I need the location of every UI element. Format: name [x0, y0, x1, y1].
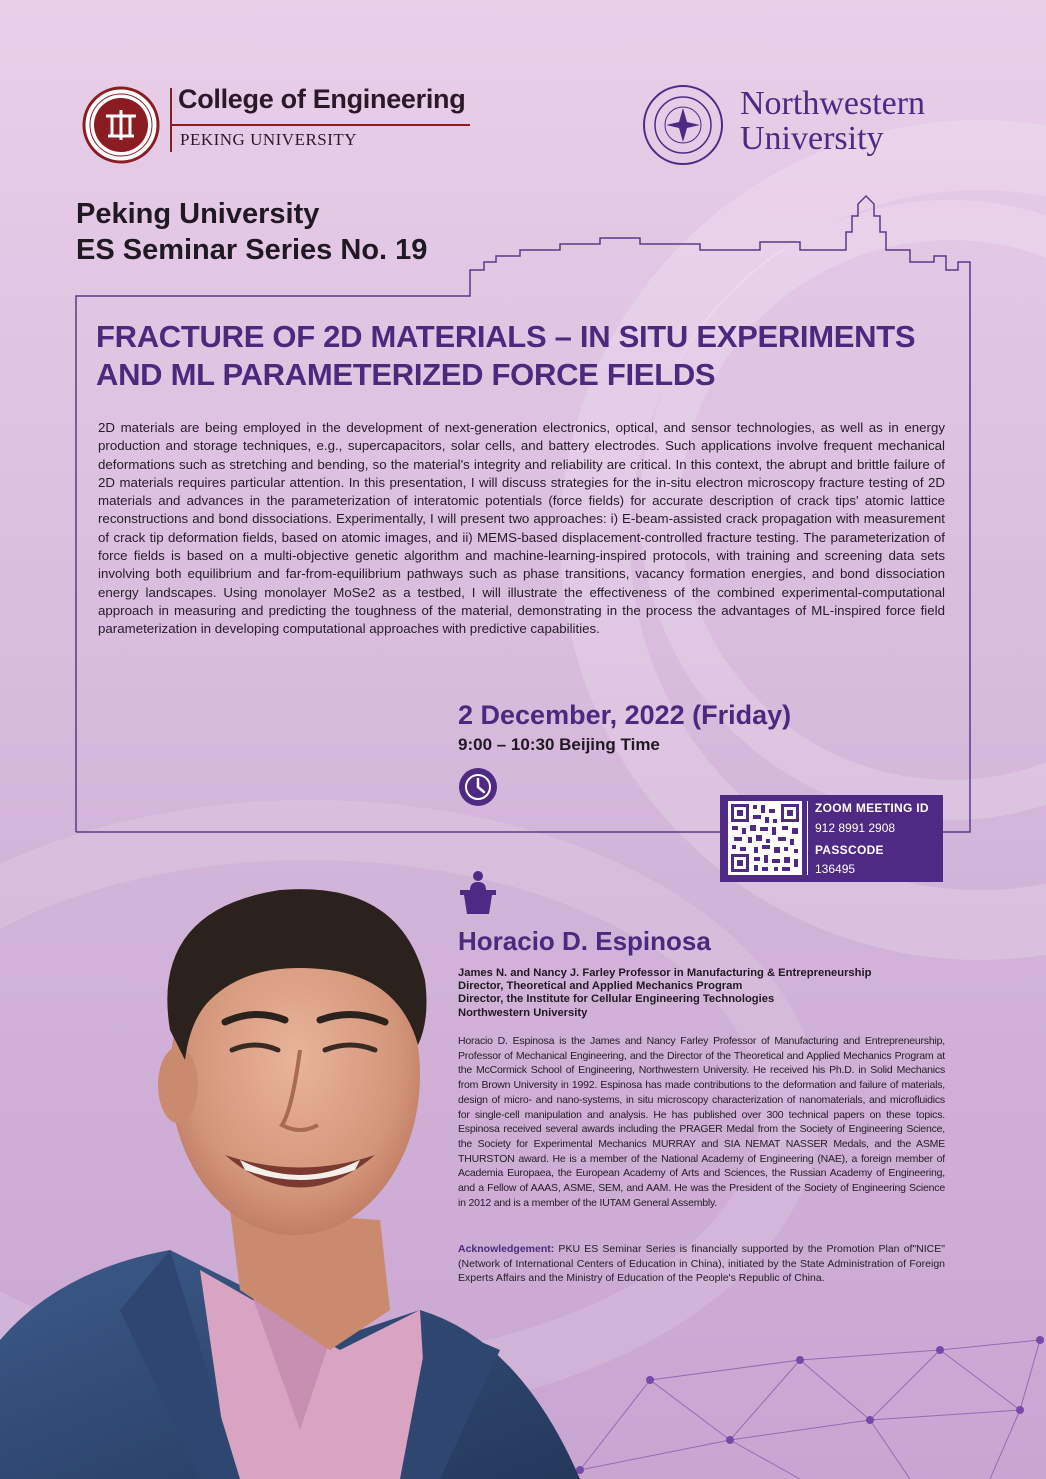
- zoom-id-value: 912 8991 2908: [815, 821, 896, 835]
- northwestern-name-line1: Northwestern: [740, 85, 926, 122]
- pku-university-name: PEKING UNIVERSITY: [180, 130, 358, 149]
- speaker-title-3: Director, the Institute for Cellular Engineering Technologies: [458, 993, 775, 1006]
- zoom-passcode-value: 136495: [815, 862, 856, 876]
- series-line2: ES Seminar Series No. 19: [76, 234, 428, 266]
- pku-rule: [170, 124, 470, 126]
- zoom-id-label: ZOOM MEETING ID: [815, 801, 929, 815]
- zoom-divider: [807, 801, 808, 875]
- qr-code[interactable]: [728, 801, 802, 875]
- speaker-title-4: Northwestern University: [458, 1006, 588, 1019]
- acknowledgement-label: Acknowledgement:: [458, 1243, 555, 1255]
- talk-title-line2: AND ML PARAMETERIZED FORCE FIELDS: [96, 357, 716, 392]
- clock-icon: [458, 767, 498, 807]
- talk-title: [96, 318, 966, 394]
- pku-college-name: College of Engineering: [178, 84, 466, 114]
- talk-time: 9:00 – 10:30 Beijing Time: [458, 735, 660, 754]
- speaker-photo: [0, 870, 620, 1479]
- talk-abstract: 2D materials are being employed in the development of next-generation electronics, optical, and sensor technologies, as well as in energy production and storage techniques, e.g., supercapacitors, solar cells, and battery electrodes. Such applications involve frequent mechanical deformations such as stretching and bending, so the material's integrity and reliability are critical. In this context, the abrupt and brittle failure of 2D materials requires particular attention. In this presentation, I will discuss strategies for the in-situ electron microscopy fracture testing of 2D materials and advances in the parameterization of interatomic potentials (force fields) for accurate description of crack tips' atomic lattice reconstructions and bond dissociations. Experimentally, I will present two approaches: i) E-beam-assisted crack propagation with measurement of crack tip deformation fields, based on atomic images, and ii) MEMS-based displacement-controlled fracture testing. The parameterization of force fields is based on a multi-objective genetic algorithm and machine-learning-inspired protocols, with training and screening data sets involving both equilibrium and far-from-equilibrium pathways such as phase transitions, vacancy formation energies, and bond dissociation energy landscapes. Using monolayer MoSe2 as a testbed, I will illustrate the effectiveness of the combined experimental-computational approach in measuring and predicting the toughness of the material, demonstrating in the process the advantages of ML-inspired force field parameterization in developing computational approaches with predictive capabilities.: [98, 420, 945, 637]
- acknowledgement-text: PKU ES Seminar Series is financially supported by the Promotion Plan of"NICE"(Network of International Centers of Education in China), initiated by the State Administration of Foreign Experts Affairs and the Ministry of Education of the People's Republic of China.: [458, 1243, 945, 1285]
- series-heading: [76, 196, 427, 268]
- speaker-title-2: Director, Theoretical and Applied Mechanics Program: [458, 980, 743, 993]
- network-decoration: [560, 1320, 1046, 1479]
- speaker-title-1: James N. and Nancy J. Farley Professor in Manufacturing & Entrepreneurship: [458, 967, 872, 979]
- series-line1: Peking University: [76, 198, 320, 230]
- talk-date: 2 December, 2022 (Friday): [458, 700, 792, 730]
- northwestern-name-line2: University: [740, 120, 884, 157]
- pku-divider: [170, 88, 172, 152]
- northwestern-name: [740, 86, 925, 156]
- speaker-name: Horacio D. Espinosa: [458, 926, 711, 956]
- zoom-passcode-label: PASSCODE: [815, 843, 884, 857]
- northwestern-seal-logo: [642, 84, 724, 166]
- speaker-bio: Horacio D. Espinosa is the James and Nancy Farley Professor of Manufacturing and Entrepreneurship, Professor of Mechanical Engineering, and the Director of the Theoretical and Applied Mechanics Program at the McCormick School of Engineering, Northwestern University. He received his Ph.D. in Solid Mechanics from Brown University in 1992. Espinosa has made contributions to the deformation and failure of materials, design of micro- and nano-systems, in situ microscopy characterization of nanomaterials, and microfluidics for single-cell manipulation and analysis. He has published over 300 technical papers on these topics. Espinosa received several awards including the PRAGER Medal from the Society of Engineering Science, the Society for Experimental Mechanics MURRAY and SIA NEMAT NASSER Medals, and the ASME THURSTON award. He is a member of the National Academy of Engineering (NAE), a foreign member of Academia Europaea, the European Academy of Arts and Sciences, the Russian Academy of Engineering, and a Fellow of AAAS, ASME, SEM, and AAM. He was the President of the Society of Engineering Science in 2012 and is a member of the IUTAM General Assembly.: [458, 1035, 945, 1209]
- talk-title-line1: FRACTURE OF 2D MATERIALS – IN SITU EXPERIMENTS: [96, 319, 916, 354]
- pku-seal-logo: [82, 86, 160, 164]
